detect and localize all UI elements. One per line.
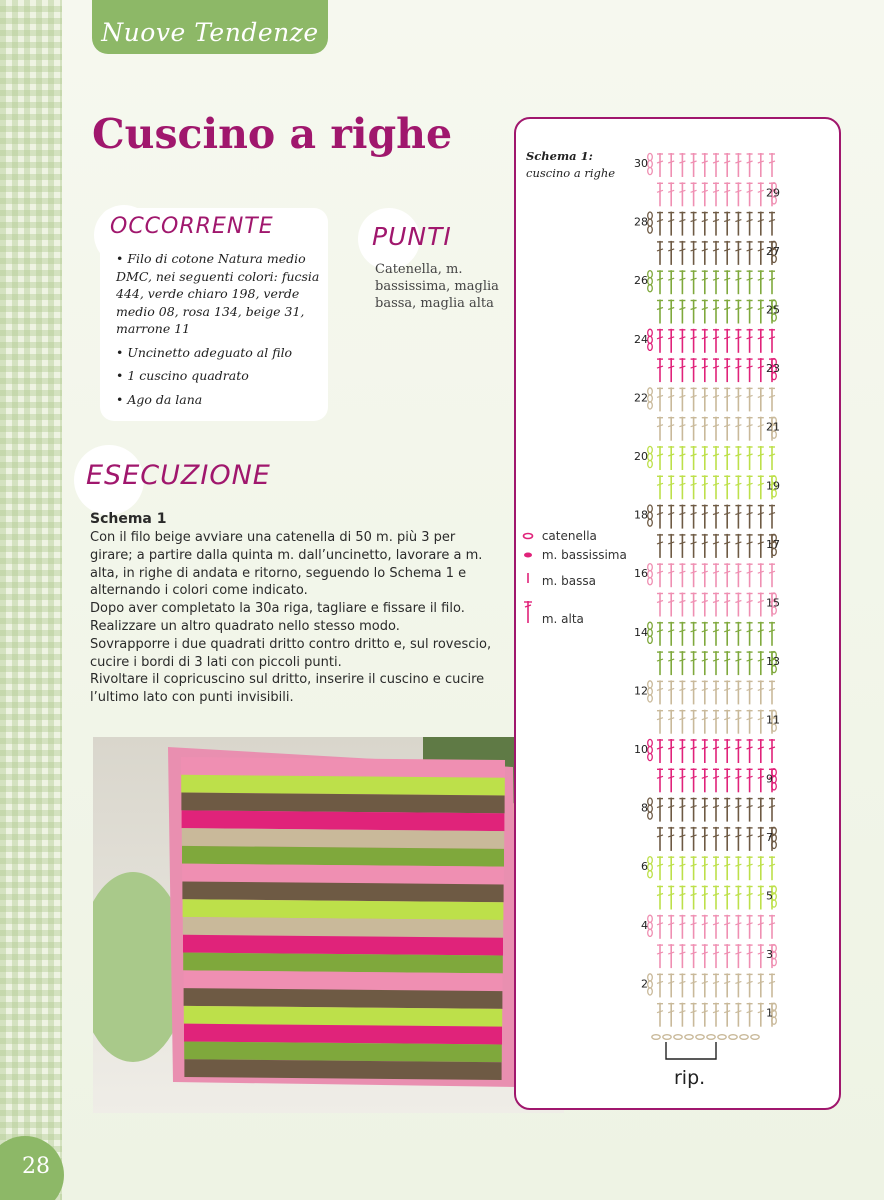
row-number: 8: [641, 801, 648, 815]
chain-stitch: [648, 160, 653, 167]
row-number: 22: [634, 391, 648, 405]
chain-stitch: [648, 681, 653, 688]
row-number: 19: [766, 479, 780, 493]
section-title: Nuove Tendenze: [101, 18, 319, 47]
row-number: 13: [766, 655, 780, 669]
stitches-heading: PUNTI: [372, 222, 452, 251]
foundation-chain: [663, 1035, 671, 1040]
chain-stitch: [648, 988, 653, 995]
cushion-stripe: [183, 970, 502, 991]
row-number: 30: [634, 157, 648, 170]
chain-stitch: [648, 857, 653, 864]
cushion-stripe: [182, 881, 503, 902]
row-number: 28: [634, 215, 648, 229]
repeat-bracket: [666, 1042, 716, 1059]
materials-list: [116, 250, 324, 414]
cushion-stripe: [183, 935, 503, 956]
row-number: 27: [766, 244, 780, 258]
chart-row: [634, 212, 775, 236]
chain-stitch: [648, 329, 653, 336]
chart-row: [657, 886, 776, 910]
cushion-stripe: [182, 846, 504, 867]
chain-stitch: [648, 271, 653, 278]
cushion-stripe: [181, 757, 505, 778]
instructions-subheading: Schema 1: [90, 511, 167, 527]
cushion-stripe: [182, 864, 504, 885]
instructions-paragraph: Con il filo beige avviare una catenella di 50 m. più 3 per girare; a partire dalla quinta m. dall’uncinetto, lavorare a m. alta, in righe di andata e ritorno, seguendo lo Schema 1 e alternando i colori come indicato.: [90, 530, 483, 599]
chart-row: [634, 446, 775, 470]
cushion-stripe: [184, 1041, 502, 1062]
row-number: 3: [766, 948, 773, 962]
chart-row: [657, 417, 780, 441]
section-tab: [92, 0, 328, 54]
chart-row: [641, 798, 775, 822]
row-number: 23: [766, 362, 780, 376]
chart-row: [634, 153, 775, 177]
cushion-stripes: [181, 757, 505, 1080]
cushion-stripe: [182, 810, 505, 831]
row-number: 26: [634, 274, 648, 288]
chart-row: [641, 915, 775, 939]
materials-item: • Uncinetto adeguato al filo: [116, 344, 293, 360]
chain-stitch: [648, 453, 653, 460]
chain-stitch: [648, 739, 653, 746]
chain-stitch: [648, 695, 653, 702]
page-number: 28: [22, 1154, 50, 1179]
row-number: 29: [766, 186, 780, 200]
legend-item-bassa: m. bassa: [518, 571, 596, 588]
chain-stitch: [648, 402, 653, 409]
row-number: 16: [634, 567, 648, 581]
chain-stitch: [648, 798, 653, 805]
chain-stitch: [648, 629, 653, 636]
row-number: 4: [641, 918, 648, 932]
materials-item: • Ago da lana: [116, 391, 203, 407]
chain-stitch: [648, 512, 653, 519]
chart-row: [634, 387, 775, 411]
row-number: 24: [634, 332, 648, 346]
row-number: 18: [634, 508, 648, 522]
chain-stitch: [648, 636, 653, 643]
chart-row: [634, 622, 775, 646]
chart-row: [641, 856, 775, 880]
row-number: 1: [766, 1006, 773, 1020]
cushion-stripe: [183, 917, 503, 938]
row-number: 5: [766, 889, 773, 903]
chain-stitch: [648, 564, 653, 571]
chart-row: [657, 1003, 776, 1027]
chain-stitch: [648, 746, 653, 753]
page-title: Cuscino a righe: [92, 110, 453, 158]
foundation-chain: [674, 1035, 682, 1040]
chain-stitch: [648, 388, 653, 395]
chart-row: [634, 270, 775, 294]
row-number: 15: [766, 596, 780, 610]
chain-stitch: [648, 226, 653, 233]
chart-row: [634, 739, 775, 763]
chain-stitch: [648, 981, 653, 988]
chart-row: [657, 182, 780, 206]
chain-stitch: [648, 929, 653, 936]
cushion-stripe: [181, 793, 504, 814]
chart-row: [657, 534, 780, 558]
chain-stitch: [648, 343, 653, 350]
chart-row: [657, 593, 780, 617]
chart-row: [657, 241, 780, 265]
chart-row: [641, 973, 775, 997]
chain-stitch: [648, 578, 653, 585]
chain-stitch: [648, 622, 653, 629]
instructions-body: [90, 529, 500, 707]
foundation-chain: [718, 1035, 726, 1040]
chain-stitch: [648, 285, 653, 292]
row-number: 11: [766, 713, 780, 727]
chain-stitch: [648, 278, 653, 285]
foundation-chain: [685, 1035, 693, 1040]
row-number: 21: [766, 420, 780, 434]
chart-subtitle: cuscino a righe: [526, 166, 616, 180]
foundation-chain: [740, 1035, 748, 1040]
chain-stitch: [648, 864, 653, 871]
cushion-stripe: [184, 988, 503, 1009]
chain-stitch: [648, 915, 653, 922]
chart-row: [657, 768, 776, 792]
foundation-chain: [751, 1035, 759, 1040]
chain-stitch: [648, 505, 653, 512]
cushion-stripe: [182, 828, 504, 849]
cushion-stripe: [184, 1024, 502, 1045]
chain-stitch: [648, 395, 653, 402]
materials-heading: OCCORRENTE: [110, 214, 274, 239]
chart-row: [657, 358, 780, 382]
instructions-heading: ESECUZIONE: [86, 460, 271, 491]
chain-stitch: [648, 167, 653, 174]
chain-stitch: [648, 571, 653, 578]
chain-stitch: [648, 688, 653, 695]
row-number: 2: [641, 977, 648, 991]
foundation-chain: [652, 1035, 660, 1040]
instructions-paragraph: Sovrapporre i due quadrati dritto contro dritto e, sul rovescio, cucire i bordi di 3 lati con piccoli punti.: [90, 636, 492, 670]
foundation-chain: [696, 1035, 704, 1040]
legend-item-bassissima: m. bassissima: [518, 548, 627, 562]
chart-row: [634, 563, 775, 587]
cushion-photo: [93, 737, 564, 1113]
instructions-paragraph: Rivoltare il copricuscino sul dritto, inserire il cuscino e cucire l’ultimo lato con punti invisibili.: [90, 672, 485, 706]
row-number: 12: [634, 684, 648, 698]
materials-item: • Filo di cotone Natura medio DMC, nei seguenti colori: fucsia 444, verde chiaro 198, verde medio 08, rosa 134, beige 31, marrone 11: [116, 251, 320, 336]
chain-stitch: [648, 753, 653, 760]
row-number: 7: [766, 830, 773, 844]
chain-stitch: [648, 805, 653, 812]
materials-item: • 1 cuscino quadrato: [116, 368, 249, 383]
gingham-border: [0, 0, 62, 1200]
cushion-stripe: [181, 775, 505, 796]
chart-row: [634, 680, 775, 704]
row-number: 14: [634, 625, 648, 639]
chart-row: [657, 827, 776, 851]
chart-row: [634, 505, 775, 529]
chain-stitch: [648, 446, 653, 453]
cushion-stripe: [183, 953, 503, 974]
row-number: 9: [766, 772, 773, 786]
chart-row: [634, 329, 775, 353]
chain-stitch: [648, 974, 653, 981]
chart-row: [657, 651, 780, 675]
chain-stitch: [648, 219, 653, 226]
chain-stitch: [648, 519, 653, 526]
chart-title: Schema 1:: [526, 149, 593, 163]
chart-row: [657, 300, 780, 324]
row-number: 20: [634, 450, 648, 463]
row-number: 25: [766, 303, 780, 317]
row-number: 10: [634, 743, 648, 756]
crochet-chart: [514, 117, 841, 1110]
cushion-stripe: [183, 899, 504, 920]
chain-stitch: [648, 922, 653, 929]
chain-stitch: [648, 460, 653, 467]
chain-stitch: [648, 336, 653, 343]
legend-item-catenella: catenella: [518, 529, 597, 543]
cushion-stripe: [184, 1059, 501, 1080]
chain-stitch: [648, 812, 653, 819]
chain-stitch: [648, 871, 653, 878]
chart-row: [657, 475, 780, 499]
row-number: 6: [641, 860, 648, 874]
chart-row: [657, 944, 776, 968]
cushion-illustration: [93, 737, 564, 1113]
chain-stitch: [648, 153, 653, 160]
cushion-stripe: [184, 1006, 502, 1027]
chain-stitch: [648, 212, 653, 219]
legend-item-alta: m. alta: [518, 601, 584, 626]
row-number: 17: [766, 537, 780, 551]
chart-row: [657, 710, 780, 734]
foundation-chain: [707, 1035, 715, 1040]
stitches-text: Catenella, m. bassissima, maglia bassa, maglia alta: [375, 262, 499, 311]
repeat-label: rip.: [674, 1067, 706, 1089]
foundation-chain: [729, 1035, 737, 1040]
instructions-paragraph: Dopo aver completato la 30a riga, tagliare e fissare il filo. Realizzare un altro quadrato nello stesso modo.: [90, 601, 465, 634]
